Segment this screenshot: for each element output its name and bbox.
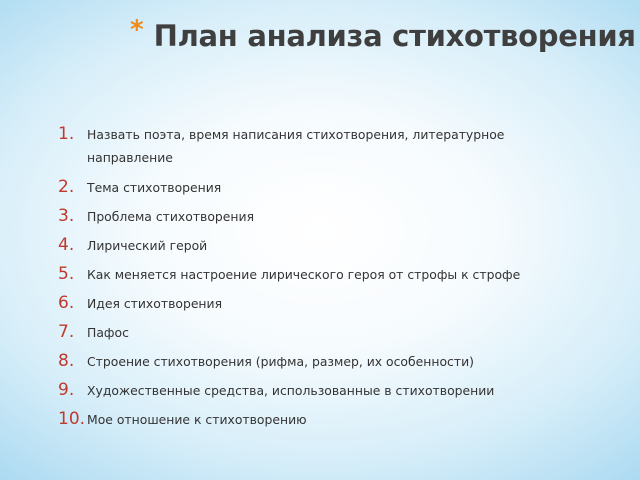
list-item — [58, 235, 618, 256]
list-item — [58, 351, 618, 372]
list-item — [58, 206, 618, 227]
list-item-text: Идея стихотворения — [87, 296, 223, 311]
list-item-text: Назвать поэта, время написания стихотворения, литературное направление — [87, 127, 505, 165]
list-item-text: Мое отношение к стихотворению — [87, 412, 307, 427]
list-item — [58, 264, 618, 285]
list-item-number: 2. — [58, 177, 75, 197]
list-item — [58, 409, 618, 430]
list-item-text: Пафос — [87, 325, 129, 340]
slide-title: План анализа стихотворения — [153, 19, 636, 53]
list-item-number: 10. — [58, 409, 86, 429]
list-item-text: Художественные средства, использованные в стихотворении — [87, 383, 495, 398]
list-item — [58, 177, 618, 198]
title-row — [130, 10, 636, 62]
list-item — [58, 380, 618, 401]
list-item-number: 1. — [58, 124, 75, 144]
list-item-number: 9. — [58, 380, 75, 400]
list-item-number: 4. — [58, 235, 75, 255]
list-item — [58, 293, 618, 314]
list-item-text: Строение стихотворения (рифма, размер, их особенности) — [87, 354, 474, 369]
list-item-text: Проблема стихотворения — [87, 209, 255, 224]
list-item-text: Лирический герой — [87, 238, 208, 253]
list-item-number: 3. — [58, 206, 75, 226]
star-bullet-icon: * — [130, 15, 144, 45]
list-item-number: 5. — [58, 264, 75, 284]
list-item-number: 7. — [58, 322, 75, 342]
list-item — [58, 124, 618, 169]
list-item-number: 8. — [58, 351, 75, 371]
analysis-plan-list — [58, 124, 618, 438]
list-item-text: Тема стихотворения — [87, 180, 222, 195]
list-item — [58, 322, 618, 343]
list-item-number: 6. — [58, 293, 75, 313]
list-item-text: Как меняется настроение лирического героя от строфы к строфе — [87, 267, 521, 282]
